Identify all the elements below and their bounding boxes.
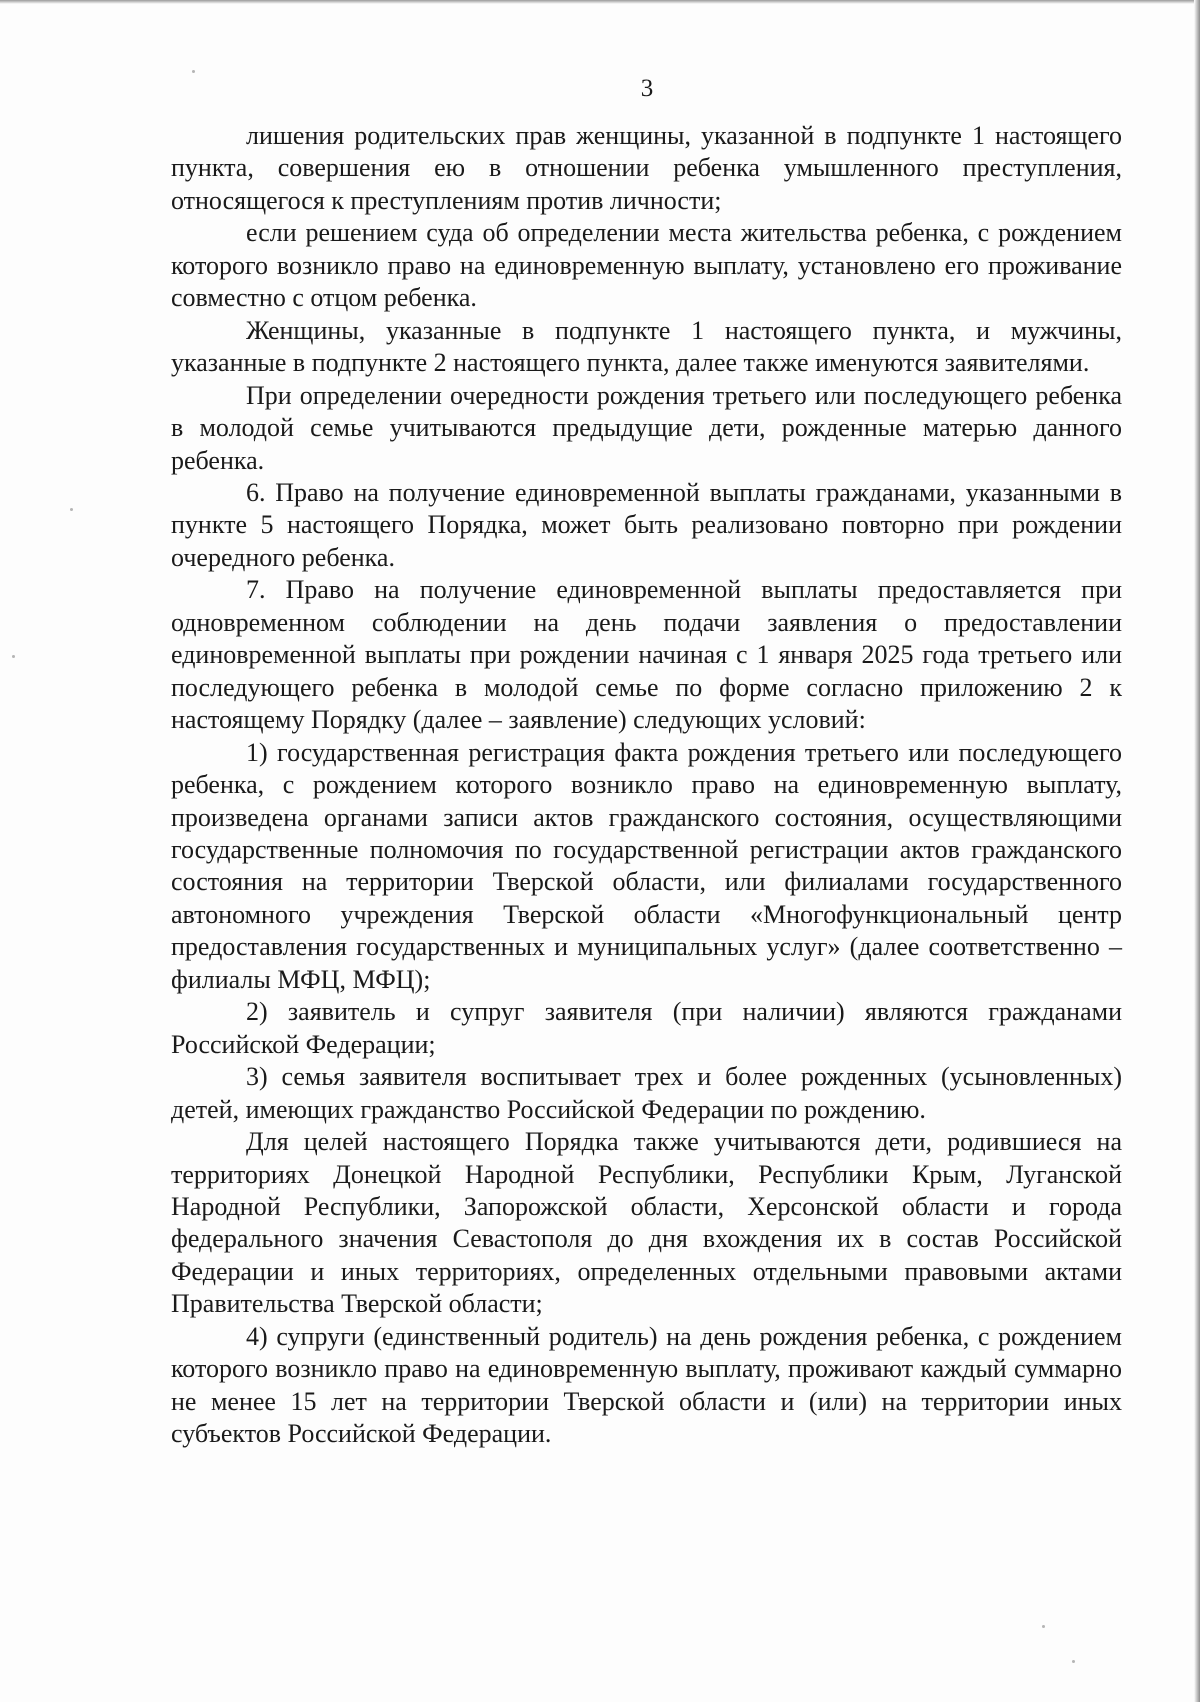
scan-speck (192, 70, 195, 73)
paragraph-court-decision: если решением суда об определении места жительства ребенка, с рождением которого возникло право на единовременную выплату, установлено его проживание совместно с отцом ребенка. (171, 218, 1122, 313)
scan-edge-right (1194, 0, 1200, 1702)
scan-speck (12, 655, 15, 658)
page-number: 3 (640, 75, 654, 102)
paragraph-item-6: 6. Право на получение единовременной выплаты гражданами, указанными в пункте 5 настоящего Порядка, может быть реализовано повторно при рождении очередного ребенка. (171, 477, 1122, 572)
paragraph-deprivation-rights: лишения родительских прав женщины, указанной в подпункте 1 настоящего пункта, совершения ею в отношении ребенка умышленного преступления, относящегося к преступлениям против личности; (171, 121, 1122, 215)
paragraph-territories: Для целей настоящего Порядка также учитываются дети, родившиеся на территориях Донецкой Народной Республики, Республики Крым, Луганской Народной Республики, Запорожской области, Херсонской области и города федерального значения Севастополя до дня вхождения их в состав Российской Федерации и иных территориях, определенных отдельными правовыми актами Правительства Тверской области; (171, 1127, 1122, 1319)
paragraph-condition-4: 4) супруги (единственный родитель) на день рождения ребенка, с рождением которого возникло право на единовременную выплату, проживают каждый суммарно не менее 15 лет на территории Тверской области и (или) на территории иных субъектов Российской Федерации. (171, 1321, 1122, 1449)
paragraph-item-7: 7. Право на получение единовременной выплаты предоставляется при одновременном соблюдении на день подачи заявления о предоставлении единовременной выплаты при рождении начиная с 1 января 2025 года третьего или последующего ребенка в молодой семье по форме согласно приложению 2 к настоящему Порядку (далее – заявление) следующих условий: (171, 575, 1122, 735)
document-body (171, 120, 1122, 1451)
paragraph-applicants: Женщины, указанные в подпункте 1 настоящего пункта, и мужчины, указанные в подпункте 2 настоящего пункта, далее также именуются заявителями. (171, 315, 1122, 378)
paragraph-birth-order: При определении очередности рождения третьего или последующего ребенка в молодой семье учитываются предыдущие дети, рожденные матерью данного ребенка. (171, 380, 1122, 475)
paragraph-condition-1: 1) государственная регистрация факта рождения третьего или последующего ребенка, с рождением которого возникло право на единовременную выплату, произведена органами записи актов гражданского состояния, осуществляющими государственные полномочия по государственной регистрации актов гражданского состояния на территории Тверской области, или филиалами государственного автономного учреждения Тверской области «Многофункциональный центр предоставления государственных и муниципальных услуг» (далее соответственно – филиалы МФЦ, МФЦ); (171, 737, 1122, 994)
scan-edge-top (0, 0, 1200, 4)
paragraph-condition-3: 3) семья заявителя воспитывает трех и более рожденных (усыновленных) детей, имеющих гражданство Российской Федерации по рождению. (171, 1062, 1122, 1124)
scan-speck (70, 508, 73, 511)
paragraph-condition-2: 2) заявитель и супруг заявителя (при наличии) являются гражданами Российской Федерации; (171, 997, 1122, 1059)
scan-speck (1042, 1625, 1045, 1628)
scan-speck (1072, 1660, 1075, 1663)
